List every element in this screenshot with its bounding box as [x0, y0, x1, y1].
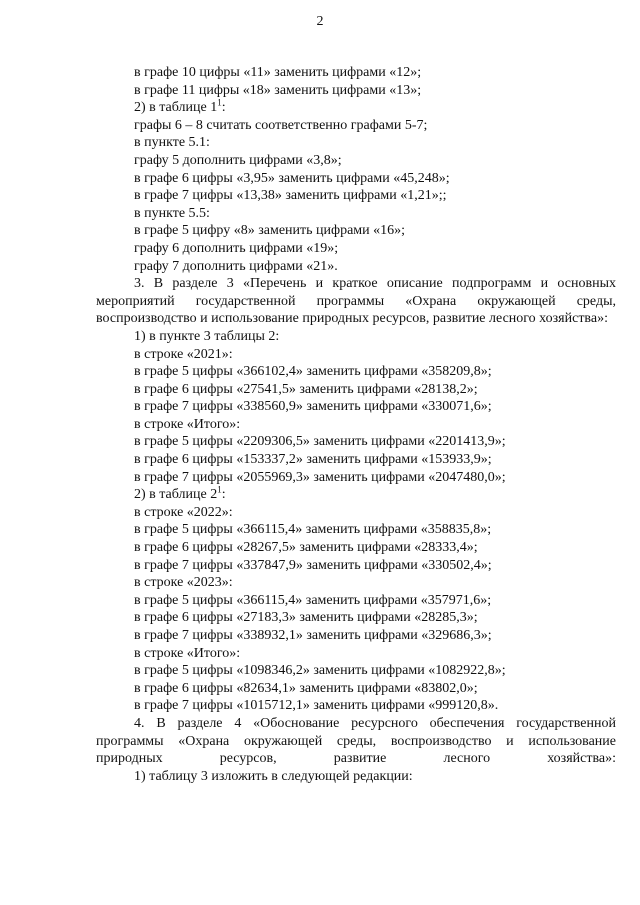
text-line: в графе 5 цифры «2209306,5» заменить цифрами «2201413,9»; — [134, 434, 506, 450]
text-line: в пункте 5.1: — [134, 135, 210, 151]
text-line: в графе 6 цифры «27541,5» заменить цифрами «28138,2»; — [134, 381, 478, 397]
text-line: в графе 6 цифры «28267,5» заменить цифрами «28333,4»; — [134, 540, 478, 556]
text-line: в строке «Итого»: — [134, 416, 241, 432]
section-4-paragraph: 4. В разделе 4 «Обоснование ресурсного обеспечения государственной программы «Охрана окружающей среды, воспроизводство и использование природных ресурсов, развитие лесного хозяйства»: — [96, 715, 616, 767]
text-line: в строке «2021»: — [134, 346, 233, 362]
section-3-paragraph: 3. В разделе 3 «Перечень и краткое описание подпрограмм и основных мероприятий государственной программы «Охрана окружающей среды, воспроизводство и использование природных ресурсов, развитие лесного хозяйства»: — [96, 276, 616, 327]
text-line: графу 6 дополнить цифрами «19»; — [134, 240, 339, 256]
text-line-table-1 — [96, 99, 616, 117]
text-line: графу 5 дополнить цифрами «3,8»; — [134, 152, 342, 168]
text-line: в графе 11 цифры «18» заменить цифрами «13»; — [134, 82, 422, 98]
text-line: графу 7 дополнить цифрами «21». — [134, 258, 338, 274]
text-line: в графе 6 цифры «27183,3» заменить цифрами «28285,3»; — [134, 610, 478, 626]
text-line: 1) в пункте 3 таблицы 2: — [134, 328, 280, 344]
superscript: 1 — [217, 484, 222, 495]
text-line: в графе 5 цифры «1098346,2» заменить цифрами «1082922,8»; — [134, 663, 506, 679]
text-line: в графе 7 цифры «338932,1» заменить цифрами «329686,3»; — [134, 628, 492, 643]
text-line: в строке «2023»: — [134, 575, 233, 591]
text-line: в графе 5 цифры «366102,4» заменить цифрами «358209,8»; — [134, 364, 492, 380]
text-line: в графе 5 цифры «366115,4» заменить цифрами «357971,6»; — [134, 592, 492, 608]
text-line: в графе 7 цифры «2055969,3» заменить цифрами «2047480,0»; — [134, 469, 506, 485]
text-line: в строке «2022»: — [134, 504, 233, 520]
text-line: в графе 6 цифры «82634,1» заменить цифрами «83802,0»; — [134, 680, 478, 696]
text-line: в графе 6 цифры «153337,2» заменить цифрами «153933,9»; — [134, 452, 492, 468]
superscript: 1 — [217, 97, 222, 108]
text-line: в графе 5 цифру «8» заменить цифрами «16»; — [134, 223, 406, 239]
page-number: 2 — [316, 14, 324, 29]
text-line: в графе 7 цифры «1015712,1» заменить цифрами «999120,8». — [134, 698, 499, 714]
text-line: в графе 7 цифры «338560,9» заменить цифрами «330071,6»; — [134, 399, 492, 415]
colon: : — [221, 487, 226, 503]
text-line: в графе 10 цифры «11» заменить цифрами «12»; — [134, 65, 422, 80]
text-line: в графе 6 цифры «3,95» заменить цифрами «45,248»; — [134, 170, 450, 186]
text-line: 1) таблицу 3 изложить в следующей редакции: — [134, 768, 413, 784]
text-line-table-2 — [96, 486, 616, 504]
text-line: в пункте 5.5: — [134, 205, 210, 221]
table-ref: 2) в таблице 1 — [134, 100, 218, 116]
text-line: графы 6 – 8 считать соответственно графами 5-7; — [134, 117, 428, 133]
document-body — [96, 64, 616, 785]
colon: : — [221, 100, 226, 116]
text-line: в строке «Итого»: — [134, 645, 241, 661]
text-line: в графе 7 цифры «13,38» заменить цифрами «1,21»;; — [134, 188, 447, 204]
table-ref: 2) в таблице 2 — [134, 487, 218, 503]
text-line: в графе 5 цифры «366115,4» заменить цифрами «358835,8»; — [134, 522, 492, 538]
text-line: в графе 7 цифры «337847,9» заменить цифрами «330502,4»; — [134, 557, 492, 573]
